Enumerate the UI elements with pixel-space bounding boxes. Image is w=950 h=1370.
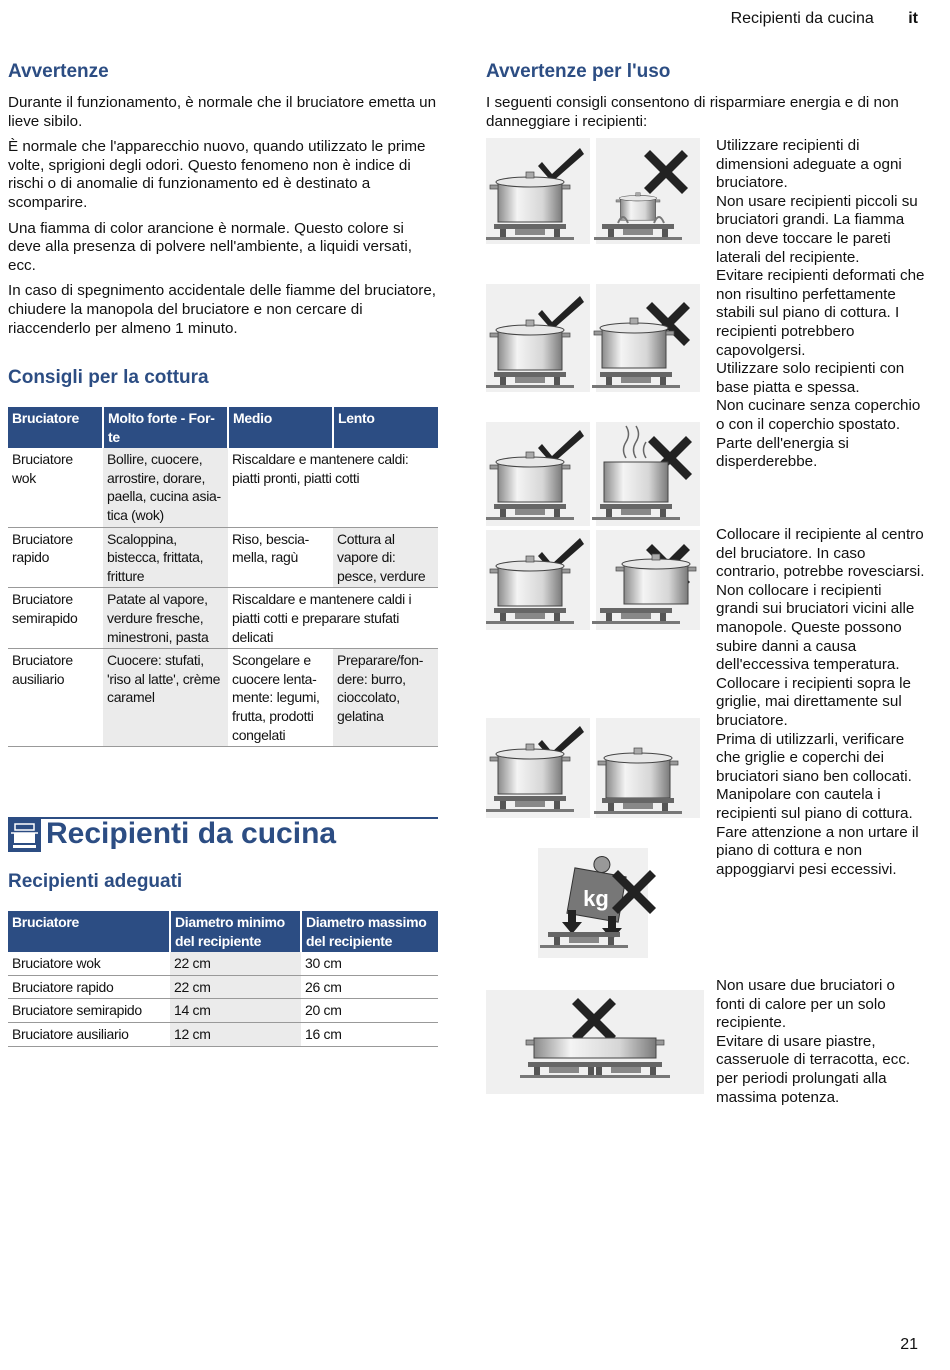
recipienti-table — [8, 911, 438, 1047]
table-cell: 14 cm — [170, 999, 301, 1023]
uso-tip: Prima di utilizzarli, verificare che griglie e coperchi dei bruciatori siano ben collocati. — [716, 730, 912, 785]
table-row — [8, 952, 438, 975]
cookware-illustrations — [486, 138, 704, 1098]
uso-tip: Non usare recipienti piccoli su bruciatori grandi. La fiamma non deve toccare le pareti laterali del recipiente. — [716, 192, 918, 266]
section-title-block — [8, 817, 438, 859]
uso-heading: Avvertenze per l'uso — [486, 61, 671, 82]
table-cell: Preparare/fon-dere: burro, cioccolato, gelatina — [333, 649, 438, 747]
table-cell: 20 cm — [301, 999, 438, 1023]
table-row — [8, 527, 438, 588]
uso-tip: Collocare il recipiente al centro del bruciatore. In caso contrario, potrebbe rovesciarsi. — [716, 526, 925, 581]
table-cell: Cuocere: stufati, 'riso al latte', crème caramel — [103, 649, 228, 747]
weight-label: kg — [583, 886, 609, 911]
recipienti-header-cell: Bruciatore — [8, 911, 170, 952]
running-header-lang: it — [908, 10, 918, 27]
uso-tip: Evitare di usare piastre, casseruole di terracotta, ecc. per periodi prolungati alla massima potenza. — [716, 1032, 911, 1106]
running-header — [731, 10, 918, 28]
table-cell: 22 cm — [170, 952, 301, 975]
table-cell: 16 cm — [301, 1022, 438, 1046]
uso-tip: Utilizzare recipienti di dimensioni adeguate a ogni bruciatore. — [716, 137, 902, 192]
uso-tip: Non usare due bruciatori o fonti di calore per un solo recipiente. — [716, 977, 895, 1032]
table-cell: Bruciatore ausiliario — [8, 1022, 170, 1046]
consigli-header-cell: Medio — [228, 407, 333, 448]
consigli-table — [8, 407, 438, 747]
table-cell: Bollire, cuocere, arrostire, dorare, paella, cucina asia-tica (wok) — [103, 448, 228, 527]
uso-tip: Non collocare i recipienti grandi sui bruciatori vicini alle manopole. Queste possono subire danni a causa dell'eccessiva temperatura. — [716, 581, 915, 674]
table-cell: Bruciatore semirapido — [8, 588, 103, 649]
uso-tip: Collocare i recipienti sopra le griglie, mai direttamente sul bruciatore. — [716, 674, 911, 729]
table-row — [8, 1022, 438, 1046]
table-row — [8, 999, 438, 1023]
table-cell: Bruciatore rapido — [8, 527, 103, 588]
page-number: 21 — [900, 1336, 918, 1353]
uso-tip: Evitare recipienti deformati che non risultino perfettamente stabili sul piano di cottura. I recipienti potrebbero capovolgersi. — [716, 267, 925, 359]
table-cell: 30 cm — [301, 952, 438, 975]
avvertenze-para: Durante il funzionamento, è normale che il bruciatore emetta un lieve sibilo. — [8, 94, 437, 130]
avvertenze-para: Una fiamma di color arancione è normale. Questo colore si deve alla presenza di polvere nell'ambiente, a liquidi versati, ecc. — [8, 219, 412, 274]
uso-tips-a — [716, 137, 926, 472]
table-cell: Bruciatore wok — [8, 448, 103, 527]
section-title: Recipienti da cucina — [46, 817, 337, 850]
uso-tip: Fare attenzione a non urtare il piano di cottura e non appoggiarvi pesi eccessivi. — [716, 823, 919, 878]
table-cell: Riso, bescia-mella, ragù — [228, 527, 333, 588]
table-cell: Bruciatore rapido — [8, 975, 170, 999]
uso-tip: Non cucinare senza coperchio o con il coperchio spostato. Parte dell'energia si disperderebbe. — [716, 397, 921, 471]
recipienti-adeguati-heading: Recipienti adeguati — [8, 871, 183, 892]
consigli-heading: Consigli per la cottura — [8, 367, 209, 388]
table-row — [8, 649, 438, 747]
table-row — [8, 448, 438, 527]
table-cell: Bruciatore wok — [8, 952, 170, 975]
table-cell: 26 cm — [301, 975, 438, 999]
uso-intro: I seguenti consigli consentono di risparmiare energia e di non danneggiare i recipienti: — [486, 94, 899, 130]
table-cell: Bruciatore semirapido — [8, 999, 170, 1023]
table-row — [8, 588, 438, 649]
avvertenze-heading: Avvertenze — [8, 61, 109, 82]
uso-tips-c — [716, 977, 926, 1107]
table-cell: Cottura al vapore di: pesce, verdure — [333, 527, 438, 588]
table-cell: Scaloppina, bistecca, frittata, fritture — [103, 527, 228, 588]
consigli-header-cell: Bruciatore — [8, 407, 103, 448]
cookware-icon — [8, 819, 41, 852]
table-cell: Scongelare e cuocere lenta-mente: legumi, frutta, prodotti congelati — [228, 649, 333, 747]
avvertenze-body — [8, 94, 438, 345]
uso-tip: Utilizzare solo recipienti con base piatta e spessa. — [716, 360, 905, 396]
table-cell: 12 cm — [170, 1022, 301, 1046]
avvertenze-para: In caso di spegnimento accidentale delle fiamme del bruciatore, chiudere la manopola del bruciatore e non cercare di riaccenderlo per almeno 1 minuto. — [8, 282, 437, 337]
table-cell: Riscaldare e mantenere caldi: piatti pronti, piatti cotti — [228, 448, 438, 527]
running-header-section: Recipienti da cucina — [730, 10, 874, 27]
table-cell: Bruciatore ausiliario — [8, 649, 103, 747]
consigli-header-cell: Molto forte - For-te — [103, 407, 228, 448]
recipienti-header-cell: Diametro minimo del recipiente — [170, 911, 301, 952]
table-cell: 22 cm — [170, 975, 301, 999]
table-cell: Riscaldare e mantenere caldi i piatti cotti e preparare stufati delicati — [228, 588, 438, 649]
uso-tip: Manipolare con cautela i recipienti sul piano di cottura. — [716, 786, 913, 822]
uso-tips-b — [716, 526, 926, 879]
table-row — [8, 975, 438, 999]
table-cell: Patate al vapore, verdure fresche, minestroni, pasta — [103, 588, 228, 649]
consigli-header-cell: Lento — [333, 407, 438, 448]
avvertenze-para: È normale che l'apparecchio nuovo, quando utilizzato le prime volte, sprigioni degli odori. Questo fenomeno non è indice di rischi o di anomalie di funzionamento ed è destinato a scomparire. — [8, 138, 426, 211]
recipienti-header-cell: Diametro massimo del recipiente — [301, 911, 438, 952]
